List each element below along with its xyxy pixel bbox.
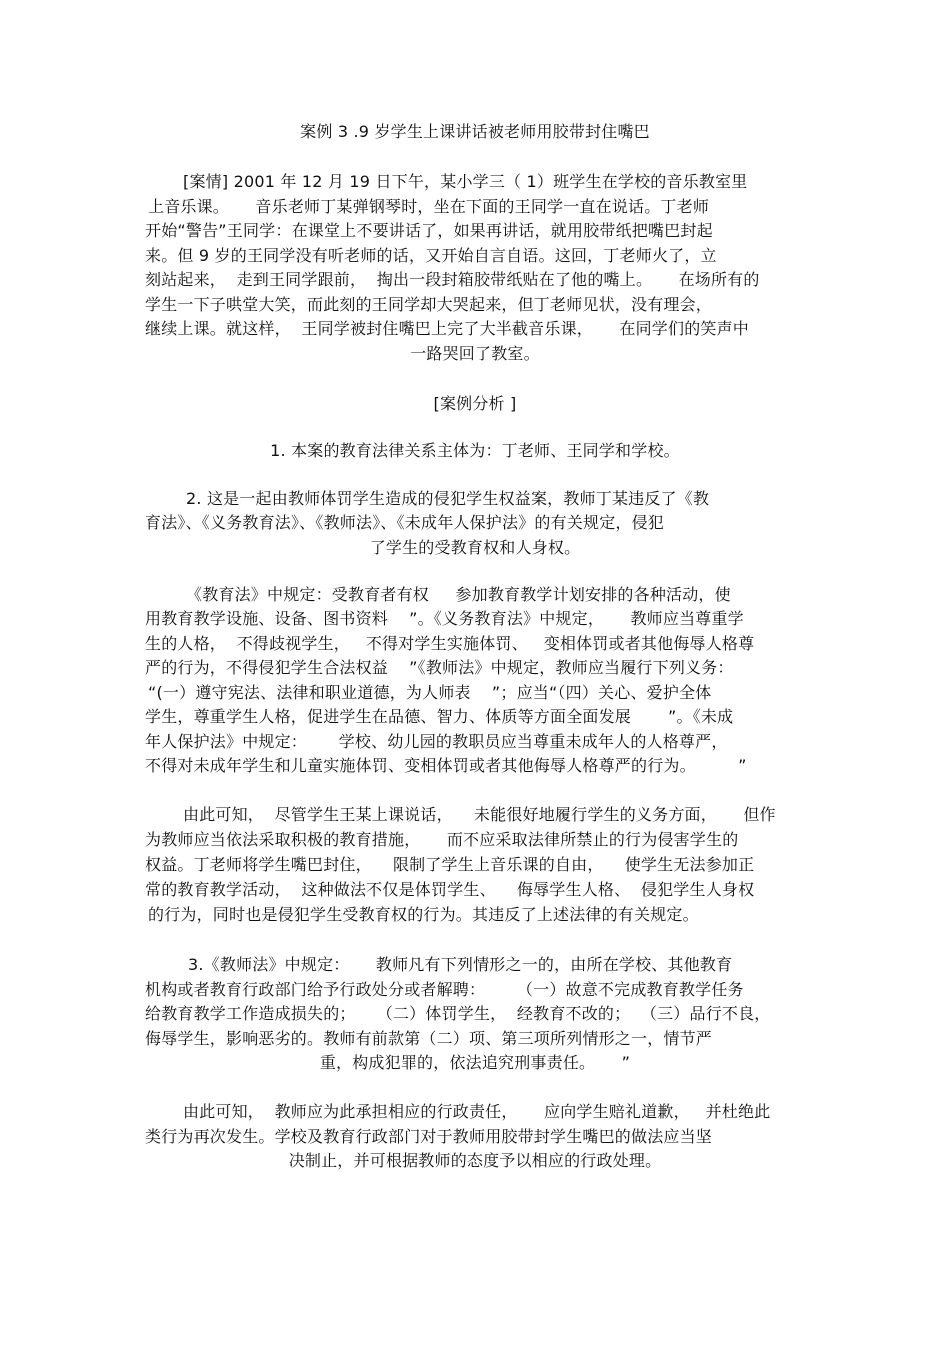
text-line: 机构或者教育行政部门给予行政处分或者解聘： （一）故意不完成教育教学任务 — [145, 980, 744, 999]
text-line: 用教育教学设施、设备、图书资料 ”。《义务教育法》中规定， 教师应当尊重学 — [145, 609, 744, 628]
text-line: 的行为，同时也是侵犯学生受教育权的行为。其违反了上述法律的有关规定。 — [148, 905, 699, 924]
text-line: “(一）遵守宪法、法律和职业道德，为人师表 ”；应当“（四）关心、爱护全体 — [148, 683, 712, 702]
text-line: [案情] 2001 年 12 月 19 日下午，某小学三（ 1）班学生在学校的音乐教室里 — [183, 172, 748, 191]
text-line: 开始“警告”王同学：在课堂上不要讲话了，如果再讲话，就用胶带纸把嘴巴封起 — [145, 221, 713, 240]
text-line: 了学生的受教育权和人身权。 — [369, 538, 581, 557]
text-line: 学生一下子哄堂大笑，而此刻的王同学却大哭起来，但丁老师见状，没有理会， — [145, 295, 713, 314]
text-line: 来。但 9 岁的王同学没有听老师的话，又开始自言自语。这回，丁老师火了，立 — [145, 246, 717, 265]
text-line: 学生，尊重学生人格，促进学生在品德、智力、体质等方面全面发展 ”。《未成 — [145, 707, 734, 726]
text-line: 权益。丁老师将学生嘴巴封住， 限制了学生上音乐课的自由， 使学生无法参加正 — [145, 855, 755, 874]
text-line: 上音乐课。 音乐老师丁某弹钢琴时，坐在下面的王同学一直在说话。丁老师 — [148, 197, 710, 216]
text-line: 重，构成犯罪的，依法追究刑事责任。 ” — [319, 1053, 631, 1072]
text-line: 一路哭回了教室。 — [410, 344, 540, 363]
text-line: 决制止，并可根据教师的态度予以相应的行政处理。 — [288, 1151, 662, 1170]
text-line: 由此可知， 尽管学生王某上课说话， 未能很好地履行学生的义务方面， 但作 — [183, 805, 776, 824]
text-line: 刻站起来， 走到王同学跟前， 掏出一段封箱胶带纸贴在了他的嘴上。 在场所有的 — [145, 270, 760, 289]
text-line: 为教师应当依法采取积极的教育措施， 而不应采取法律所禁止的行为侵害学生的 — [145, 830, 739, 849]
text-line: 年人保护法》中规定： 学校、幼儿园的教职员应当尊重未成年人的人格尊严， — [145, 732, 728, 751]
text-line: 由此可知， 教师应为此承担相应的行政责任， 应向学生赔礼道歉， 并杜绝此 — [183, 1102, 771, 1121]
text-line: 不得对未成年学生和儿童实施体罚、变相体罚或者其他侮辱人格尊严的行为。 ” — [145, 756, 747, 775]
text-line: 侮辱学生，影响恶劣的。教师有前款第（二）项、第三项所列情形之一，情节严 — [145, 1029, 713, 1048]
text-line: 1. 本案的教育法律关系主体为：丁老师、王同学和学校。 — [270, 441, 680, 460]
text-line: 类行为再次发生。学校及教育行政部门对于教师用胶带封学生嘴巴的做法应当坚 — [145, 1127, 713, 1146]
text-line: 严的行为，不得侵犯学生合法权益 ”《教师法》中规定，教师应当履行下列义务： — [145, 658, 734, 677]
text-line: 3.《教师法》中规定： 教师凡有下列情形之一的，由所在学校、其他教育 — [188, 955, 733, 974]
analysis-heading: [案例分析 ] — [433, 394, 517, 413]
text-line: 生的人格， 不得歧视学生， 不得对学生实施体罚、 变相体罚或者其他侮辱人格尊 — [145, 634, 755, 653]
text-line: 继续上课。就这样， 王同学被封住嘴巴上完了大半截音乐课， 在同学们的笑声中 — [145, 319, 750, 338]
text-line: 《教育法》中规定：受教育者有权 参加教育教学计划安排的各种活动，使 — [186, 585, 731, 604]
document-title: 案例 3 .9 岁学生上课讲话被老师用胶带封住嘴巴 — [300, 122, 650, 141]
text-line: 常的教育教学活动， 这种做法不仅是体罚学生、 侮辱学生人格、 侵犯学生人身权 — [145, 880, 755, 899]
text-line: 2. 这是一起由教师体罚学生造成的侵犯学生权益案，教师丁某违反了《教 — [186, 489, 710, 508]
text-line: 育法》、《义务教育法》、《教师法》、《未成年人保护法》的有关规定，侵犯 — [145, 513, 665, 532]
text-line: 给教育教学工作造成损失的； （二）体罚学生， 经教育不改的； （三）品行不良， — [145, 1004, 771, 1023]
